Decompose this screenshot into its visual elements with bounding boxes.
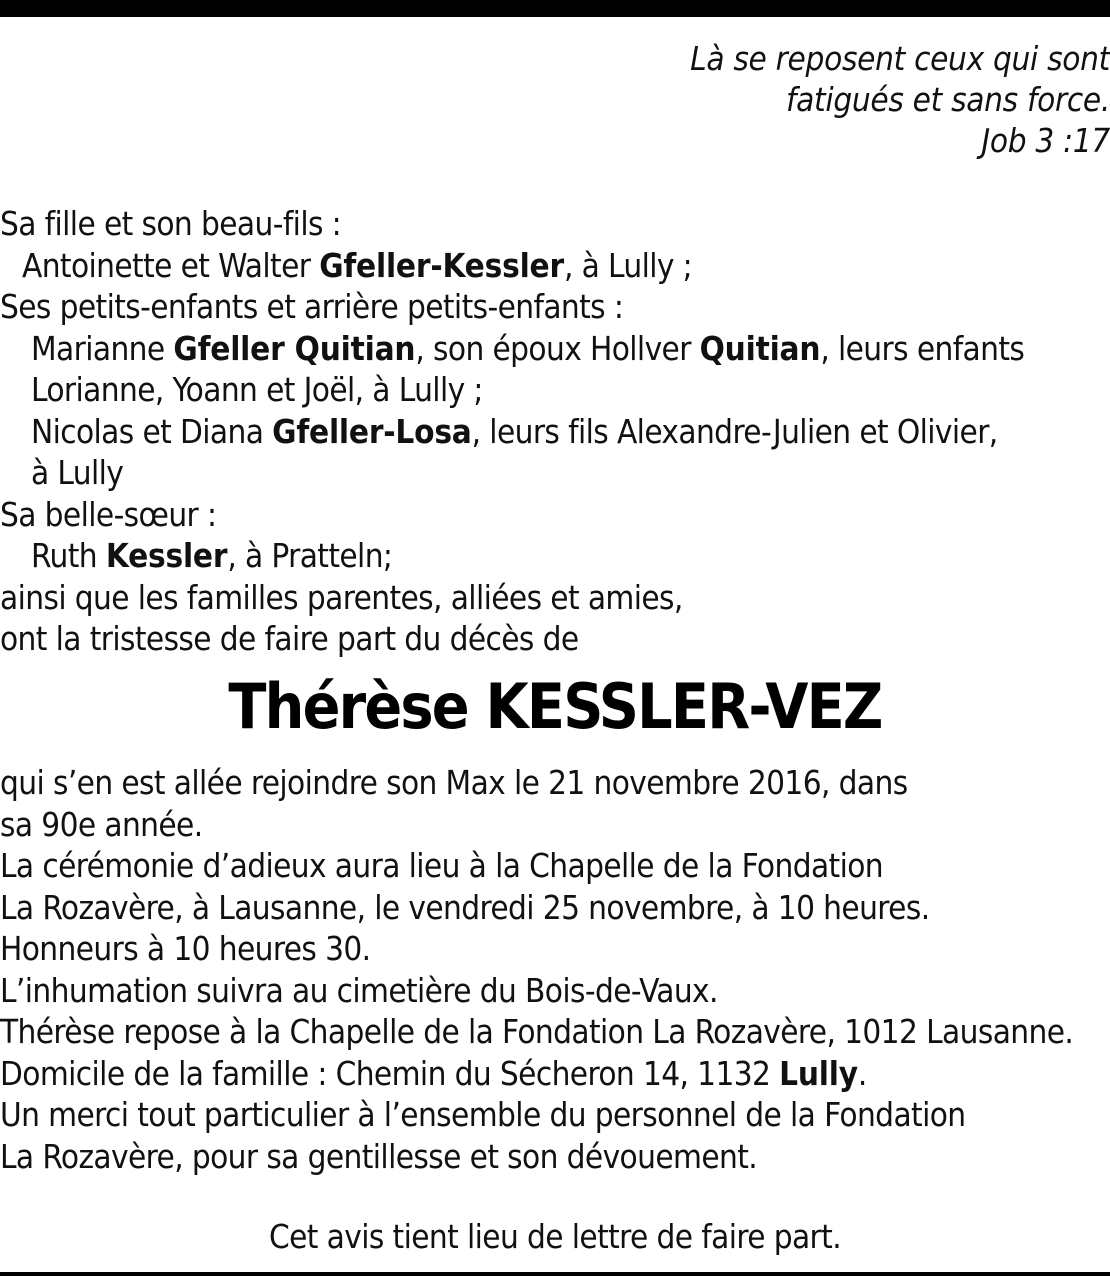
closing-line-1: ainsi que les familles parentes, alliées et amies, xyxy=(0,577,683,617)
ceremony-details xyxy=(0,762,1110,1177)
family-name: Gfeller Quitian xyxy=(173,328,416,368)
epigraph-line-1: Là se reposent ceux qui sont xyxy=(690,39,1110,78)
top-border-rule xyxy=(0,0,1110,17)
details-line-2: sa 90e année. xyxy=(0,804,203,844)
details-line-7: Thérèse repose à la Chapelle de la Fondation La Rozavère, 1012 Lausanne. xyxy=(0,1012,1074,1051)
sister-in-law-line: Ruth Kessler, à Pratteln; xyxy=(31,536,393,575)
daughter-line: Antoinette et Walter Gfeller-Kessler, à Lully ; xyxy=(22,245,693,285)
family-name: Gfeller-Losa xyxy=(272,411,472,451)
family-name: Kessler xyxy=(105,536,228,575)
grandchild-1-line-1: Marianne Gfeller Quitian, son époux Hollver Quitian, leurs enfants xyxy=(31,328,1025,368)
grandchild-2-line-1: Nicolas et Diana Gfeller-Losa, leurs fils Alexandre-Julien et Olivier, xyxy=(31,411,998,451)
epigraph-line-2: fatigués et sans force. xyxy=(786,80,1110,119)
details-line-5: Honneurs à 10 heures 30. xyxy=(0,929,371,968)
footer-note: Cet avis tient lieu de lettre de faire part. xyxy=(268,1217,842,1256)
grandchild-1-line-2: Lorianne, Yoann et Joël, à Lully ; xyxy=(31,370,483,409)
details-line-1: qui s’en est allée rejoindre son Max le 21 novembre 2016, dans xyxy=(0,763,908,802)
epigraph-reference: Job 3 :17 xyxy=(981,121,1110,160)
daughter-heading: Sa fille et son beau-fils : xyxy=(0,204,342,243)
grandchild-2-line-2: à Lully xyxy=(31,453,124,492)
details-line-10: La Rozavère, pour sa gentillesse et son dévouement. xyxy=(0,1136,758,1176)
epigraph xyxy=(410,38,1110,161)
family-list xyxy=(0,203,1110,660)
sister-in-law-heading: Sa belle-sœur : xyxy=(0,494,217,534)
family-name: Quitian xyxy=(699,328,821,368)
details-line-4: La Rozavère, à Lausanne, le vendredi 25 novembre, à 10 heures. xyxy=(0,887,930,927)
deceased-name: Thérèse KESSLER-VEZ xyxy=(228,670,882,743)
family-domicile-town: Lully xyxy=(779,1053,858,1093)
bottom-border-rule xyxy=(0,1272,1110,1276)
details-line-8: Domicile de la famille : Chemin du Sécheron 14, 1132 Lully. xyxy=(0,1053,867,1093)
details-line-9: Un merci tout particulier à l’ensemble du personnel de la Fondation xyxy=(0,1095,966,1134)
details-line-6: L’inhumation suivra au cimetière du Bois-de-Vaux. xyxy=(0,970,718,1010)
grandchildren-heading: Ses petits-enfants et arrière petits-enfants : xyxy=(0,287,624,326)
closing-line-2: ont la tristesse de faire part du décès de xyxy=(0,619,579,658)
details-line-3: La cérémonie d’adieux aura lieu à la Chapelle de la Fondation xyxy=(0,846,884,885)
family-name: Gfeller-Kessler xyxy=(319,245,564,285)
